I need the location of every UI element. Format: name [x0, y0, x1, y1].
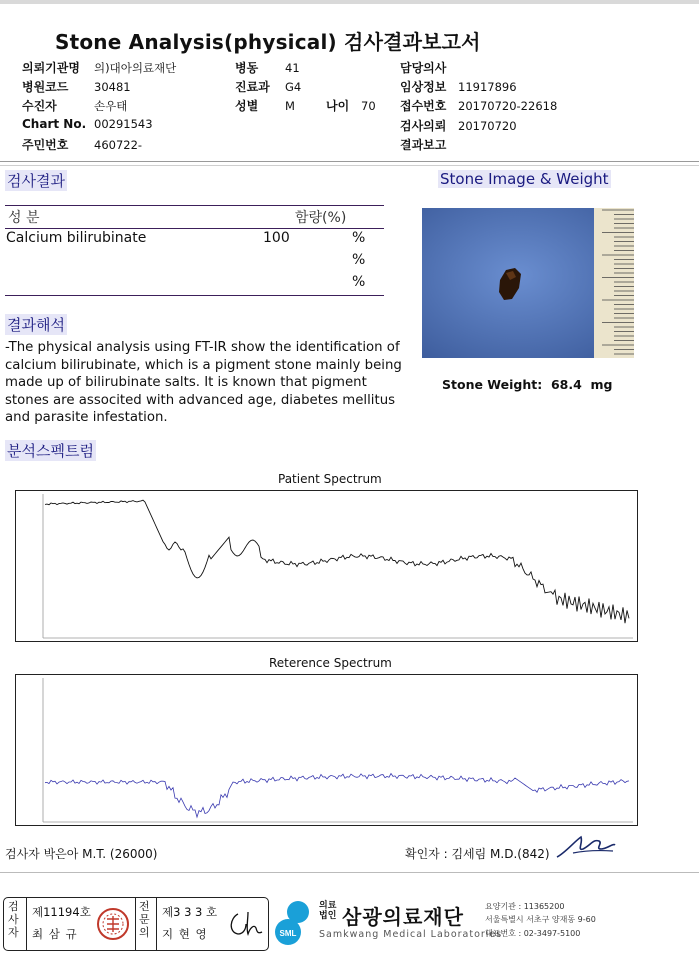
- results-table-bottom-rule: [5, 295, 384, 296]
- header-field-1-4-label: Chart No.: [22, 117, 87, 131]
- results-header-rule: [5, 228, 384, 229]
- stone-photo: [422, 208, 634, 358]
- result-row-1-unit: %: [352, 230, 366, 246]
- stone-section-title: Stone Image & Weight: [440, 170, 609, 188]
- examiner-license-number: 제11194호: [32, 905, 91, 919]
- specialist-name: 지 현 영: [162, 927, 208, 941]
- header-field-1-3: [22, 97, 127, 114]
- footer-sep-2: [135, 898, 136, 950]
- specialist-license-number: 제3 3 3 호: [162, 905, 218, 919]
- specialist-signature: [224, 906, 264, 942]
- interpretation-section-title: 결과해석: [7, 316, 65, 334]
- header-field-3-3-label: 접수번호: [400, 99, 447, 113]
- confirmer-signature: [553, 831, 619, 863]
- ruler: [594, 208, 634, 358]
- interpretation-text: -The physical analysis using FT-IR show the identification of calcium bilirubinate, which is a pigment stone mainly being made up of bilirubinate salts. It is known that pigment stones are associted with advanced age, diabetes mellitus and parasite infestation.: [5, 340, 402, 425]
- results-section-title: 검사결과: [7, 172, 65, 190]
- header-field-1-4-value: 00291543: [94, 117, 153, 131]
- stone-weight: [442, 377, 613, 392]
- header-field-1-3-value: 손우태: [94, 99, 128, 113]
- org-english-name: Samkwang Medical Laboratories: [319, 929, 503, 940]
- logo-text: SML: [279, 929, 297, 938]
- org-type: 의료법인: [319, 901, 337, 921]
- org-name: 삼광의료재단: [342, 905, 464, 929]
- header-field-3-2-value: 11917896: [458, 80, 517, 94]
- header-field-3-1-label: 담당의사: [400, 61, 447, 75]
- header-field-2-3-value: M: [285, 99, 295, 113]
- confirmer-line: 확인자 : 김세림 M.D.(842): [405, 847, 550, 861]
- reference-spectrum-title: Reterence Spectrum: [269, 656, 392, 670]
- header-field-1-2: [22, 78, 131, 95]
- header-field-age-value: 70: [361, 99, 376, 113]
- certification-box: [3, 897, 269, 951]
- header-field-1-1-value: 의)대아의료재단: [94, 61, 177, 75]
- header-field-2-1-label: 병동: [235, 61, 259, 75]
- footer-sep-1: [26, 898, 27, 950]
- report-title: Stone Analysis(physical) 검사결과보고서: [55, 30, 481, 54]
- header-field-1-1: [22, 59, 176, 76]
- header-field-1-5-label: 주민번호: [22, 138, 69, 152]
- header-field-3-5: [400, 136, 458, 153]
- org-info-address: 서울특별시 서초구 양재동 9-60: [485, 915, 596, 924]
- footer-sep-3: [156, 898, 157, 950]
- result-row-2-unit: %: [352, 252, 366, 268]
- header-field-1-4: [22, 117, 153, 131]
- sml-logo-icon: [270, 896, 318, 946]
- stone-weight-unit: mg: [590, 377, 613, 392]
- header-field-age: [326, 97, 376, 114]
- header-field-2-3-label: 성별: [235, 99, 259, 113]
- header-field-3-4: [400, 117, 517, 134]
- header-divider-2: [0, 165, 699, 166]
- examiner-label: 검사자: [8, 900, 19, 939]
- header-field-2-2-label: 진료과: [235, 80, 270, 94]
- result-row-3-unit: %: [352, 274, 366, 290]
- stone-weight-label: Stone Weight:: [442, 377, 543, 392]
- header-field-1-2-value: 30481: [94, 80, 131, 94]
- header-field-2-3: [235, 97, 295, 114]
- patient-spectrum-chart: [15, 490, 638, 642]
- header-field-1-5: [22, 136, 142, 153]
- examiner-line: 검사자 박은아 M.T. (26000): [5, 847, 158, 861]
- stone-weight-value: 68.4: [550, 377, 582, 392]
- header-field-2-1: [235, 59, 300, 76]
- header-field-1-3-label: 수진자: [22, 99, 57, 113]
- reference-spectrum-chart: [15, 674, 638, 826]
- header-field-2-2-value: G4: [285, 80, 302, 94]
- examiner-seal: [96, 907, 130, 941]
- results-table-top-rule: [5, 205, 384, 206]
- patient-spectrum-frame: [16, 491, 638, 642]
- spectrum-section-title: 분석스펙트럼: [7, 442, 94, 460]
- header-field-2-1-value: 41: [285, 61, 300, 75]
- org-info-phone: 대표번호 : 02-3497-5100: [485, 929, 581, 938]
- header-field-age-label: 나이: [326, 99, 350, 113]
- reference-spectrum-frame: [16, 675, 638, 826]
- header-field-1-5-value: 460722-: [94, 138, 143, 152]
- result-row-1-name: Calcium bilirubinate: [6, 230, 147, 246]
- header-divider: [0, 161, 699, 162]
- column-component-header: 성 분: [8, 210, 40, 226]
- header-field-1-1-label: 의뢰기관명: [22, 61, 80, 75]
- header-field-2-2: [235, 78, 301, 95]
- examiner-name: 최 삼 규: [32, 927, 78, 941]
- header-field-3-3-value: 20170720-22618: [458, 99, 558, 113]
- specialist-label: 전문의: [139, 900, 150, 939]
- report-page: [0, 4, 699, 959]
- header-field-1-2-label: 병원코드: [22, 80, 69, 94]
- stone-photo-svg: [422, 208, 634, 358]
- footer-divider: [0, 872, 699, 873]
- header-field-3-5-label: 결과보고: [400, 138, 447, 152]
- header-field-3-2-label: 임상정보: [400, 80, 447, 94]
- header-field-3-2: [400, 78, 517, 95]
- column-amount-header: 함량(%): [295, 210, 347, 226]
- result-row-1-value: 100: [263, 230, 290, 246]
- org-info-code: 요양기관 : 11365200: [485, 902, 565, 911]
- header-field-3-4-value: 20170720: [458, 119, 517, 133]
- patient-spectrum-title: Patient Spectrum: [278, 472, 382, 486]
- header-field-3-1: [400, 59, 458, 76]
- header-field-3-4-label: 검사의뢰: [400, 119, 447, 133]
- header-field-3-3: [400, 97, 557, 114]
